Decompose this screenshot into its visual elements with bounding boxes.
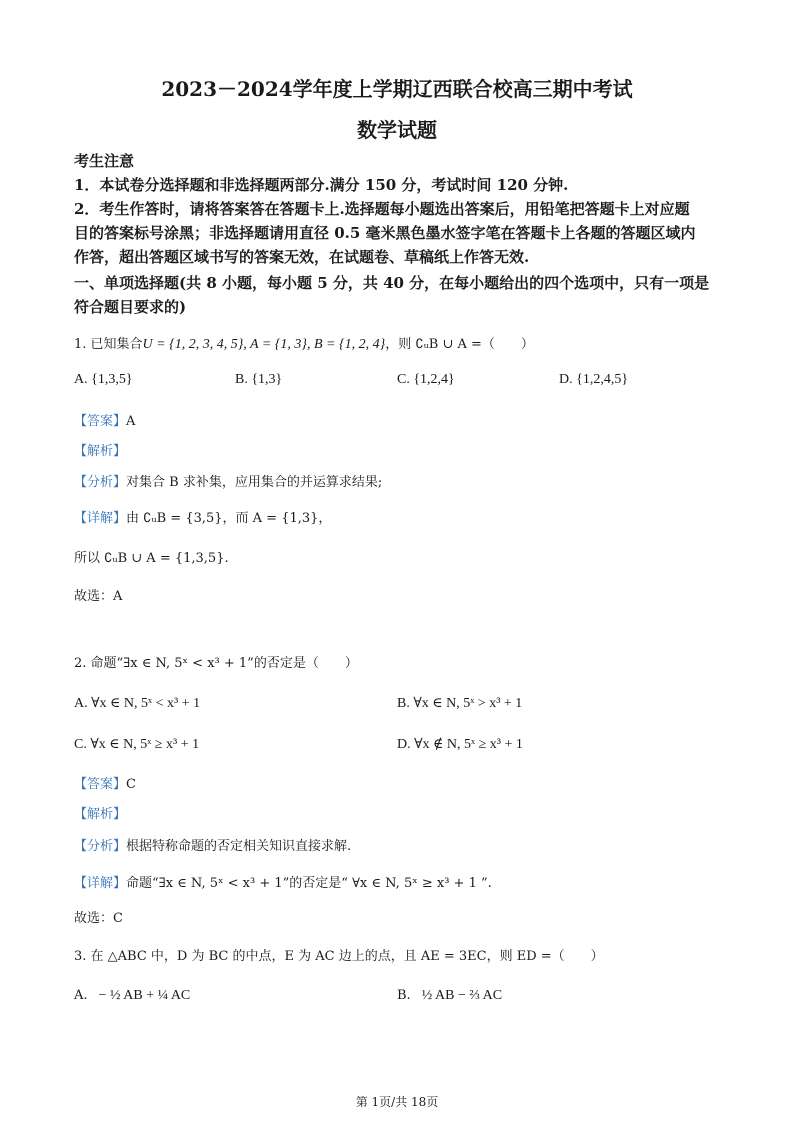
fenxi-tag: 【分析】 [74,839,127,854]
question-1-choose: 故选：A [74,589,123,604]
question-2-option-b: B. ∀x ∈ N, 5ˣ > x³ + 1 [397,696,523,711]
question-1-suffix: ，则 ∁ᵤB ∪ A =（ ） [385,337,534,352]
question-3-option-a [74,984,190,1004]
answer-tag: 【答案】 [74,777,127,792]
question-3-option-b [397,984,502,1004]
answer-value: C [126,777,136,792]
fenxi-tag: 【分析】 [74,475,127,490]
question-2-choose: 故选：C [74,911,123,926]
question-2-detail [74,872,492,891]
page-title: 2023－2024学年度上学期辽西联合校高三期中考试 [161,77,633,101]
question-1-option-c: C. {1,2,4} [397,372,455,387]
question-1-option-d: D. {1,2,4,5} [559,372,629,387]
analysis-tag: 【解析】 [74,444,127,459]
question-2-option-a: A. ∀x ∈ N, 5ˣ < x³ + 1 [74,696,201,711]
fenxi-text: 对集合 B 求补集，应用集合的并运算求结果; [126,475,383,490]
question-1-answer [74,410,135,429]
page-footer: 第 1页/共 18页 [355,1095,439,1109]
question-2-stem: 2. 命题“∃x ∈ N, 5ˣ < x³ + 1”的否定是（ ） [74,656,358,671]
section-heading-line-2: 符合题目要求的) [74,298,187,316]
question-1-conclusion: 所以 ∁ᵤB ∪ A = {1,3,5}. [74,551,229,566]
question-1-option-b: B. {1,3} [235,372,283,387]
question-1-detail [74,507,331,526]
answer-tag: 【答案】 [74,414,127,429]
notice-line-2c: 作答，超出答题区域书写的答案无效，在试题卷、草稿纸上作答无效. [74,248,530,266]
notice-line-2a: 2．考生作答时，请将答案答在答题卡上.选择题每小题选出答案后，用铅笔把答题卡上对应题 [74,200,690,218]
page-subtitle: 数学试题 [357,118,437,142]
option-label: A. [74,988,88,1003]
question-1-stem [74,333,534,353]
question-1-option-a: A. {1,3,5} [74,372,133,387]
option-label: B. [397,988,411,1003]
notice-line-1: 1．本试卷分选择题和非选择题两部分.满分 150 分，考试时间 120 分钟. [74,176,569,194]
question-1-prefix: 1. 已知集合 [74,337,143,352]
question-1-math: U = {1, 2, 3, 4, 5}, A = {1, 3}, B = {1, 2, 4} [142,337,386,352]
fenxi-text: 根据特称命题的否定相关知识直接求解. [126,839,352,854]
detail-text: 命题“∃x ∈ N, 5ˣ < x³ + 1”的否定是“ ∀x ∈ N, 5ˣ ≥ x³ + 1 ”. [126,876,492,891]
answer-value: A [126,414,136,429]
question-3-stem: 3. 在 △ABC 中，D 为 BC 的中点，E 为 AC 边上的点，且 AE = 3EC，则 ED =（ ） [74,949,604,964]
question-2-option-c: C. ∀x ∈ N, 5ˣ ≥ x³ + 1 [74,737,200,752]
notice-line-2b: 目的答案标号涂黑；非选择题请用直径 0.5 毫米黑色墨水签字笔在答题卡上各题的答题区域内 [74,224,696,242]
analysis-tag: 【解析】 [74,807,127,822]
notice-heading: 考生注意 [74,152,135,170]
question-2-fenxi [74,835,351,854]
question-2-option-d: D. ∀x ∉ N, 5ˣ ≥ x³ + 1 [397,737,523,752]
detail-tag: 【详解】 [74,511,127,526]
question-1-fenxi [74,471,382,490]
detail-text: 由 ∁ᵤB = {3,5}，而 A = {1,3}， [126,511,332,526]
question-2-answer [74,773,136,792]
detail-tag: 【详解】 [74,876,127,891]
section-heading-line-1: 一、单项选择题(共 8 小题，每小题 5 分，共 40 分，在每小题给出的四个选项中，只有一项是 [74,274,710,292]
option-expression: ½ AB − ⅔ AC [421,988,503,1003]
option-expression: − ½ AB + ¼ AC [98,988,191,1003]
